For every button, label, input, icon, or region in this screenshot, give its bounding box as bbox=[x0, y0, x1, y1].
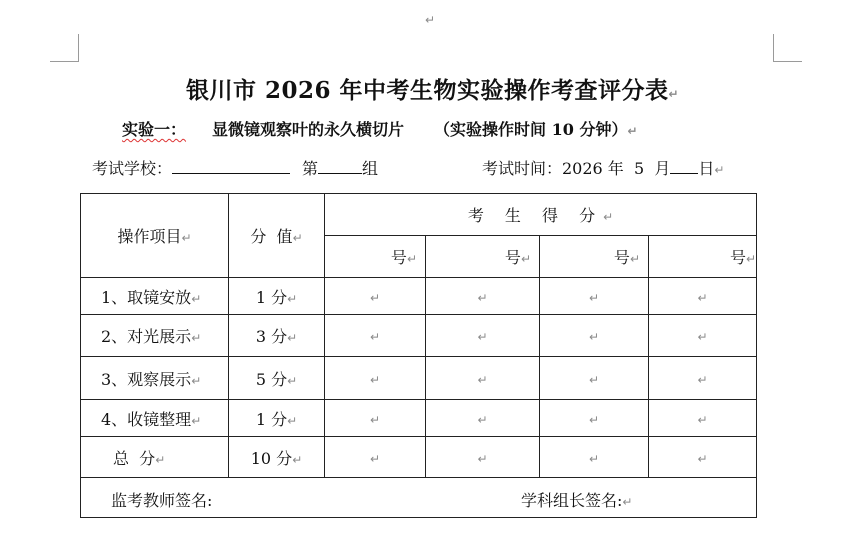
mark-cell[interactable]: ↵ bbox=[649, 315, 757, 357]
score-table bbox=[80, 193, 757, 518]
signature-cell[interactable] bbox=[81, 478, 757, 518]
invigilator-signature-label: 监考教师签名: bbox=[111, 491, 213, 510]
mark-cell[interactable]: ↵ bbox=[649, 278, 757, 315]
table-header-row bbox=[81, 194, 757, 236]
mark-cell[interactable]: ↵ bbox=[540, 315, 649, 357]
crop-mark-top-left bbox=[50, 34, 79, 62]
crop-mark-top-right bbox=[773, 34, 802, 62]
school-blank[interactable] bbox=[172, 157, 290, 174]
group-leader-signature-label: 学科组长签名:↵ bbox=[521, 491, 633, 510]
paragraph-mark: ↵ bbox=[627, 124, 638, 138]
mark-cell[interactable]: ↵ bbox=[426, 315, 540, 357]
paragraph-mark: ↵ bbox=[714, 163, 725, 177]
experiment-subtitle bbox=[122, 117, 638, 140]
date-label: 考试时间：2026 年 5 月 bbox=[482, 159, 671, 178]
mark-cell[interactable]: ↵ bbox=[325, 437, 426, 478]
table-row bbox=[81, 315, 757, 357]
header-score: 分 值↵ bbox=[229, 194, 325, 278]
paragraph-mark: ↵ bbox=[425, 13, 436, 27]
mark-cell[interactable]: ↵ bbox=[325, 400, 426, 437]
title-text: 银川市 2026 年中考生物实验操作考查评分表 bbox=[185, 77, 669, 104]
group-prefix: 第 bbox=[302, 159, 319, 178]
date-info bbox=[482, 156, 724, 179]
header-students: 考 生 得 分↵ bbox=[325, 194, 757, 236]
mark-cell[interactable]: ↵ bbox=[325, 315, 426, 357]
table-row bbox=[81, 357, 757, 400]
item-cell: 4、收镜整理↵ bbox=[81, 400, 229, 437]
student-number-cell[interactable]: 号↵ bbox=[540, 236, 649, 278]
mark-cell[interactable]: ↵ bbox=[649, 400, 757, 437]
mark-cell[interactable]: ↵ bbox=[325, 357, 426, 400]
time-note: （实验操作时间 10 分钟） bbox=[434, 120, 628, 139]
table-row-total bbox=[81, 437, 757, 478]
item-cell: 1、取镜安放↵ bbox=[81, 278, 229, 315]
mark-cell[interactable]: ↵ bbox=[426, 437, 540, 478]
student-number-cell[interactable]: 号↵ bbox=[426, 236, 540, 278]
item-cell: 2、对光展示↵ bbox=[81, 315, 229, 357]
school-label: 考试学校： bbox=[92, 159, 173, 178]
mark-cell[interactable]: ↵ bbox=[540, 278, 649, 315]
item-cell: 3、观察展示↵ bbox=[81, 357, 229, 400]
mark-cell[interactable]: ↵ bbox=[649, 357, 757, 400]
header-item: 操作项目↵ bbox=[81, 194, 229, 278]
student-number-cell[interactable]: 号↵ bbox=[649, 236, 757, 278]
mark-cell[interactable]: ↵ bbox=[649, 437, 757, 478]
table-row bbox=[81, 400, 757, 437]
mark-cell[interactable]: ↵ bbox=[540, 357, 649, 400]
experiment-label: 实验一： bbox=[122, 120, 187, 139]
paragraph-mark: ↵ bbox=[668, 87, 680, 101]
experiment-name: 显微镜观察叶的永久横切片 bbox=[212, 120, 405, 139]
score-cell-total: 10 分↵ bbox=[229, 437, 325, 478]
signature-row bbox=[81, 478, 757, 518]
table-row bbox=[81, 278, 757, 315]
score-cell: 1 分↵ bbox=[229, 278, 325, 315]
student-number-cell[interactable]: 号↵ bbox=[325, 236, 426, 278]
group-suffix: 组 bbox=[362, 159, 379, 178]
mark-cell[interactable]: ↵ bbox=[325, 278, 426, 315]
school-info bbox=[92, 156, 378, 179]
group-blank[interactable] bbox=[318, 157, 362, 174]
document-title bbox=[0, 72, 865, 105]
mark-cell[interactable]: ↵ bbox=[426, 400, 540, 437]
mark-cell[interactable]: ↵ bbox=[426, 278, 540, 315]
mark-cell[interactable]: ↵ bbox=[540, 400, 649, 437]
mark-cell[interactable]: ↵ bbox=[426, 357, 540, 400]
day-blank[interactable] bbox=[670, 157, 698, 174]
score-cell: 3 分↵ bbox=[229, 315, 325, 357]
day-suffix: 日 bbox=[698, 159, 715, 178]
score-cell: 1 分↵ bbox=[229, 400, 325, 437]
item-cell-total: 总 分↵ bbox=[81, 437, 229, 478]
score-cell: 5 分↵ bbox=[229, 357, 325, 400]
mark-cell[interactable]: ↵ bbox=[540, 437, 649, 478]
